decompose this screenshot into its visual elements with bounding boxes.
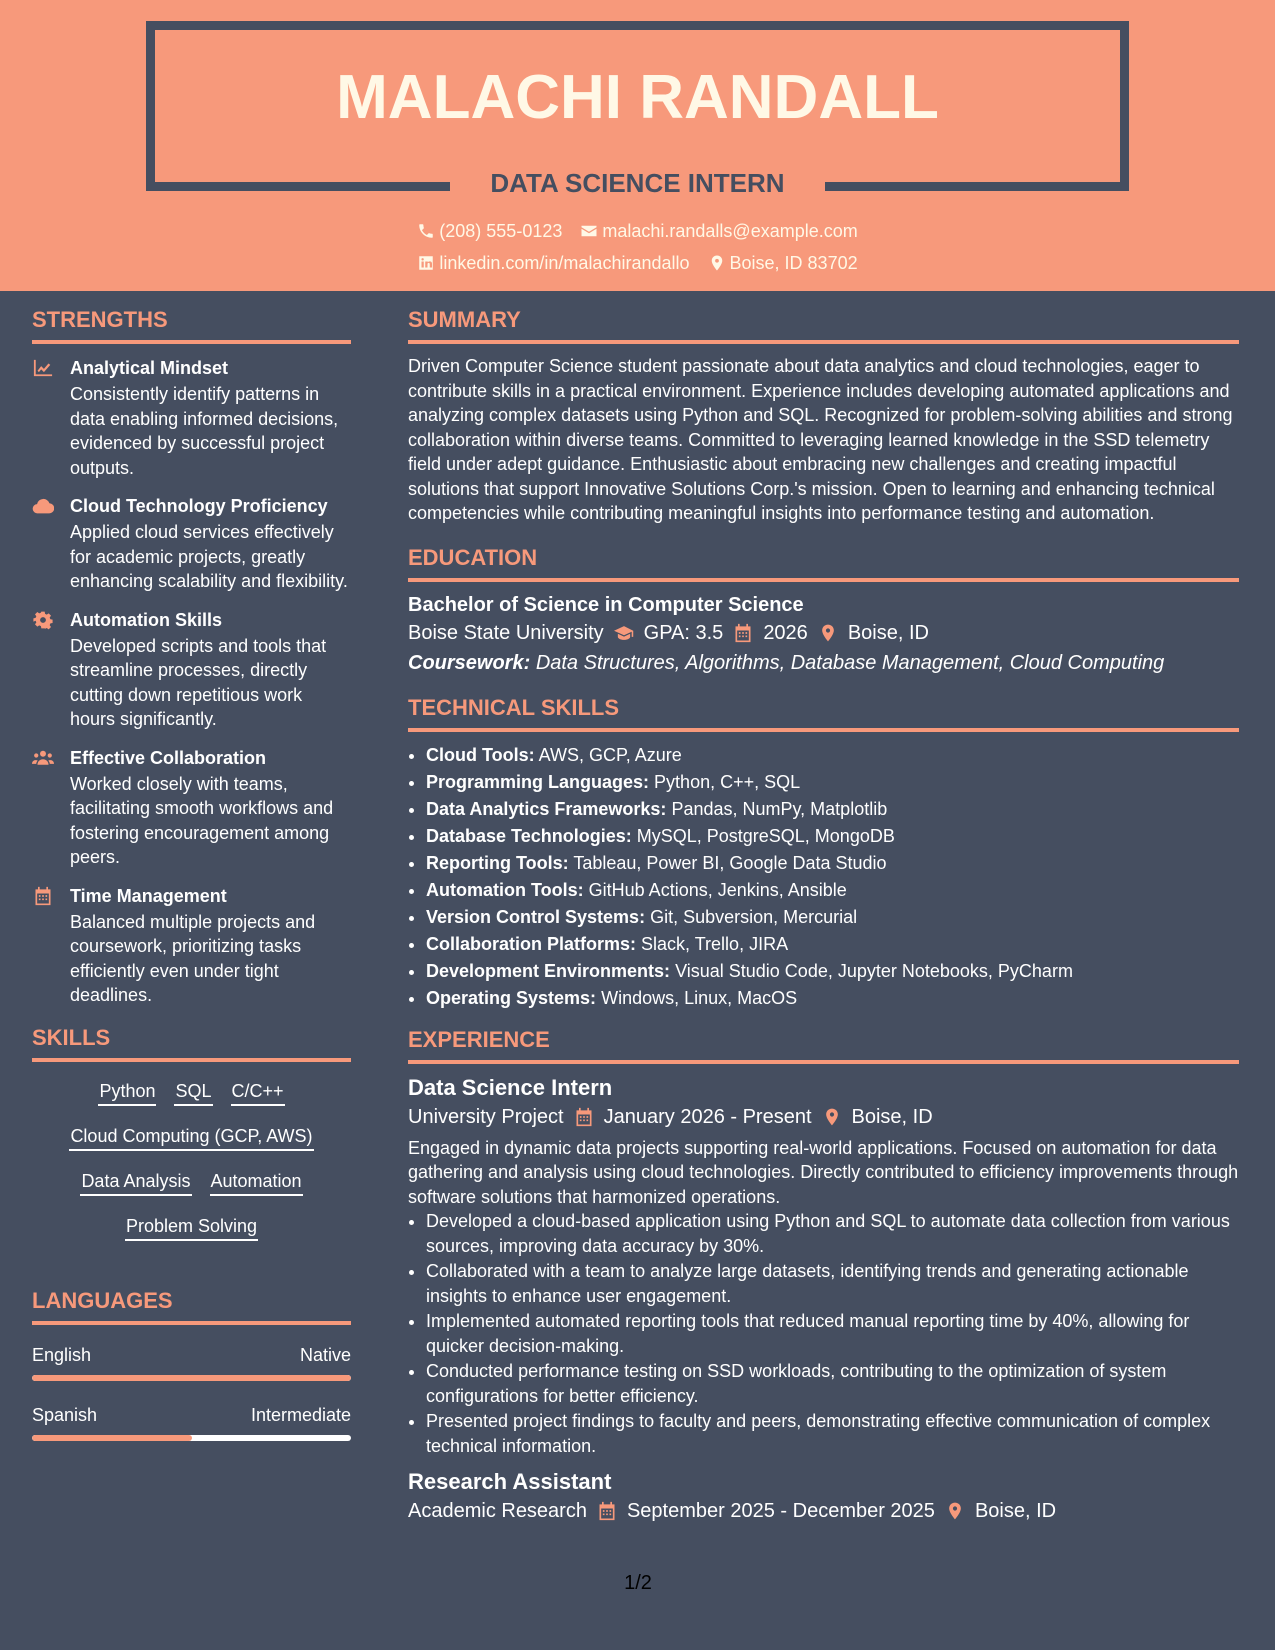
phone-icon <box>417 222 435 240</box>
phone-contact[interactable] <box>417 219 562 243</box>
list-item <box>426 904 1239 931</box>
skill-value: MySQL, PostgreSQL, MongoDB <box>636 825 895 846</box>
strength-title: Analytical Mindset <box>70 358 229 378</box>
strength-desc: Worked closely with teams, facilitating smooth workflows and fostering encouragement among peers. <box>70 773 334 867</box>
job-bullets <box>408 1209 1239 1458</box>
skill-tag: C/C++ <box>231 1080 285 1106</box>
strength-title: Automation Skills <box>70 609 223 630</box>
job-dates: January 2026 - Present <box>603 1105 812 1128</box>
gear-icon <box>32 610 54 630</box>
sidebar <box>32 306 351 1463</box>
list-item <box>426 850 1239 877</box>
skill-label: Reporting Tools: <box>426 852 569 873</box>
technical-skills-list <box>408 742 1239 1012</box>
skill-label: Development Environments: <box>426 960 671 981</box>
school-name: Boise State University <box>408 621 604 644</box>
skill-value: Pandas, NumPy, Matplotlib <box>671 798 888 819</box>
envelope-icon <box>580 222 598 240</box>
list-item <box>426 985 1239 1012</box>
summary-heading: SUMMARY <box>408 306 1239 344</box>
education-meta <box>408 618 1239 648</box>
calendar-icon <box>574 1107 594 1127</box>
coursework <box>408 648 1239 678</box>
skill-tag: Cloud Computing (GCP, AWS) <box>69 1125 313 1151</box>
location-text: Boise, ID 83702 <box>729 253 858 273</box>
skill-value: Python, C++, SQL <box>654 771 801 792</box>
skill-label: Programming Languages: <box>426 771 650 792</box>
map-pin-icon <box>945 1501 965 1521</box>
language-item <box>32 1403 351 1441</box>
job-meta <box>408 1102 1239 1132</box>
list-item: • Developed a cloud-based application using Python and SQL to automate data collection from various sources, improving data accuracy by 30%. <box>426 1209 1239 1258</box>
phone-text: (208) 555-0123 <box>439 221 563 241</box>
technical-skills-heading: TECHNICAL SKILLS <box>408 694 1239 732</box>
calendar-icon <box>32 886 54 906</box>
page-number: 1/2 <box>624 1572 652 1594</box>
skill-label: Collaboration Platforms: <box>426 933 637 954</box>
skill-tag: Automation <box>210 1170 303 1196</box>
language-level: Native <box>299 1344 351 1365</box>
gpa: GPA: 3.5 <box>643 621 724 644</box>
language-bar <box>32 1435 351 1441</box>
skills-list <box>32 1074 351 1241</box>
strength-desc: Balanced multiple projects and coursework, prioritizing tasks efficiently even under tight deadlines. <box>70 911 316 1005</box>
skill-label: Automation Tools: <box>426 879 584 900</box>
list-item: • Collaborated with a team to analyze large datasets, identifying trends and generating actionable insights to enhance user engagement. <box>426 1259 1239 1308</box>
strength-desc: Applied cloud services effectively for academic projects, greatly enhancing scalability and flexibility. <box>70 522 348 591</box>
strength-item <box>32 494 351 594</box>
contact-row-2 <box>0 251 1275 275</box>
skill-value: Git, Subversion, Mercurial <box>650 906 858 927</box>
graduation-cap-icon <box>614 623 634 643</box>
job-role: Data Science Intern <box>408 1074 613 1100</box>
strength-title: Cloud Technology Proficiency <box>70 496 328 516</box>
job-meta <box>408 1496 1239 1526</box>
coursework-list: Data Structures, Algorithms, Database Management, Cloud Computing <box>535 651 1165 674</box>
education-location: Boise, ID <box>847 621 929 644</box>
list-item: • Implemented automated reporting tools that reduced manual reporting time by 40%, allowing for quicker decision-making. <box>426 1309 1239 1358</box>
linkedin-icon <box>417 254 435 272</box>
contact-row-1 <box>0 219 1275 243</box>
skill-label: Data Analytics Frameworks: <box>426 798 667 819</box>
email-contact[interactable] <box>580 219 857 243</box>
job-location: Boise, ID <box>974 1500 1057 1522</box>
skill-value: Windows, Linux, MacOS <box>601 987 798 1008</box>
map-pin-icon <box>818 623 838 643</box>
job-org: Academic Research <box>408 1500 587 1522</box>
list-item <box>426 742 1239 769</box>
map-pin-icon <box>708 254 726 272</box>
strength-item <box>32 356 351 480</box>
skill-value: Visual Studio Code, Jupyter Notebooks, PyCharm <box>675 960 1073 981</box>
language-level: Intermediate <box>250 1404 351 1425</box>
coursework-label: Coursework: <box>408 651 531 674</box>
job-title: DATA SCIENCE INTERN <box>490 168 785 198</box>
strength-item <box>32 608 351 732</box>
list-item: • Presented project findings to faculty and peers, demonstrating effective communication of complex technical information. <box>426 1409 1239 1458</box>
language-name: Spanish <box>32 1404 98 1425</box>
calendar-icon <box>597 1501 617 1521</box>
location-contact <box>708 251 858 275</box>
email-text: malachi.randalls@example.com <box>602 221 858 241</box>
skill-tag: Data Analysis <box>80 1170 191 1196</box>
cloud-icon <box>32 496 54 516</box>
linkedin-text: linkedin.com/in/malachirandallo <box>439 253 690 273</box>
skill-value: GitHub Actions, Jenkins, Ansible <box>588 879 847 900</box>
calendar-icon <box>733 623 753 643</box>
job-location: Boise, ID <box>851 1105 933 1128</box>
list-item <box>426 877 1239 904</box>
job-role: Research Assistant <box>408 1469 612 1494</box>
skill-label: Version Control Systems: <box>426 906 646 927</box>
language-bar <box>32 1375 351 1381</box>
strength-desc: Developed scripts and tools that streamline processes, directly cutting down repetitious work hours significantly. <box>70 635 327 729</box>
summary-text: Driven Computer Science student passionate about data analytics and cloud technologies, eager to contribute skills in a practical environment. Experience includes developing automated applications and analyzing complex datasets using Python and SQL. Recognized for problem-solving abilities and strong collaboration within diverse teams. Committed to leveraging learned knowledge in the SSD telemetry field under adept guidance. Enthusiastic about embracing new challenges and creating impactful solutions that support Innovative Solutions Corp.'s mission. Open to learning and enhancing technical competencies while contributing meaningful insights into performance testing and automation. <box>408 356 1233 523</box>
skills-heading: SKILLS <box>32 1024 351 1062</box>
list-item <box>426 769 1239 796</box>
header-banner <box>0 0 1275 291</box>
users-icon <box>32 748 54 768</box>
language-name: English <box>32 1344 92 1365</box>
list-item <box>426 796 1239 823</box>
map-pin-icon <box>822 1107 842 1127</box>
skill-tag: SQL <box>174 1080 212 1106</box>
skill-label: Operating Systems: <box>426 987 597 1008</box>
strength-desc: Consistently identify patterns in data enabling informed decisions, evidenced by successful project outputs. <box>70 384 339 478</box>
strength-item <box>32 884 351 1008</box>
job-description: Engaged in dynamic data projects supporting real-world applications. Focused on automation for data gathering and analysis using cloud technologies. Directly contributed to efficiency improvements through software solutions that harmonized operations. <box>408 1137 1239 1207</box>
education-heading: EDUCATION <box>408 544 1239 582</box>
skill-label: Database Technologies: <box>426 825 632 846</box>
language-bar-fill <box>32 1375 351 1381</box>
strength-title: Time Management <box>70 885 227 906</box>
strength-title: Effective Collaboration <box>70 747 267 768</box>
list-item <box>426 931 1239 958</box>
strengths-heading: STRENGTHS <box>32 306 351 344</box>
linkedin-contact[interactable] <box>417 251 689 275</box>
candidate-name: MALACHI RANDALL <box>336 63 939 132</box>
list-item: • Conducted performance testing on SSD workloads, contributing to the optimization of system configurations for better efficiency. <box>426 1359 1239 1408</box>
experience-heading: EXPERIENCE <box>408 1026 1239 1064</box>
job-org: University Project <box>408 1105 564 1128</box>
language-item <box>32 1343 351 1381</box>
skill-value: AWS, GCP, Azure <box>538 744 682 765</box>
list-item <box>426 823 1239 850</box>
graduation-year: 2026 <box>763 621 808 644</box>
languages-heading: LANGUAGES <box>32 1287 351 1325</box>
main-column <box>408 306 1239 1526</box>
skill-value: Tableau, Power BI, Google Data Studio <box>573 852 887 873</box>
strength-item <box>32 746 351 870</box>
job-dates: September 2025 - December 2025 <box>626 1500 935 1522</box>
list-item <box>426 958 1239 985</box>
chart-line-icon <box>32 358 54 378</box>
skill-tag: Python <box>98 1080 156 1106</box>
skill-value: Slack, Trello, JIRA <box>641 933 789 954</box>
degree-title: Bachelor of Science in Computer Science <box>408 593 804 616</box>
skill-label: Cloud Tools: <box>426 744 535 765</box>
language-bar-fill <box>32 1435 192 1441</box>
skill-tag: Problem Solving <box>125 1215 258 1241</box>
